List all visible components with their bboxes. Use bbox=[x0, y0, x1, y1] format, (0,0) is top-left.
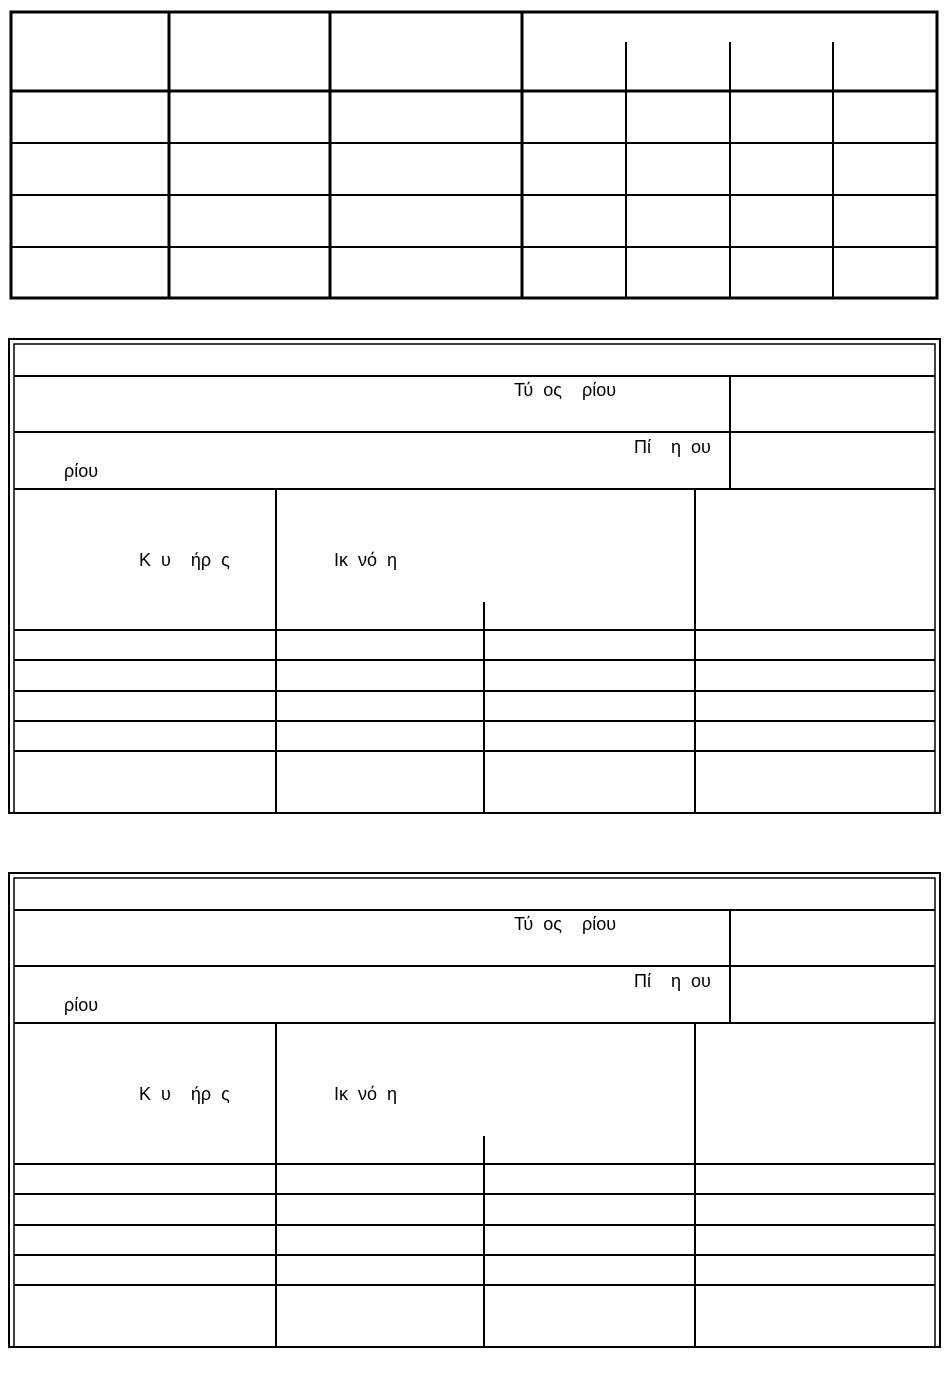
form-2-owner-label: Κ υ ήρ ς bbox=[139, 1084, 230, 1104]
form-1-owner-label: Κ υ ήρ ς bbox=[139, 550, 230, 570]
form-1-type-label: Τύ ος ρίου bbox=[514, 380, 617, 400]
form-2-piece-label-line1: Πί η ου bbox=[634, 971, 711, 991]
form-2-type-label: Τύ ος ρίου bbox=[514, 914, 617, 934]
top-grid-table bbox=[0, 0, 950, 310]
form-1-capacity-label: Ικ νό η bbox=[334, 550, 398, 570]
form-2-piece-label-line2: ρίου bbox=[64, 995, 99, 1015]
form-1-piece-label-line2: ρίου bbox=[64, 461, 99, 481]
form-1-piece-label-line1: Πί η ου bbox=[634, 437, 711, 457]
form-2-capacity-label: Ικ νό η bbox=[334, 1084, 398, 1104]
